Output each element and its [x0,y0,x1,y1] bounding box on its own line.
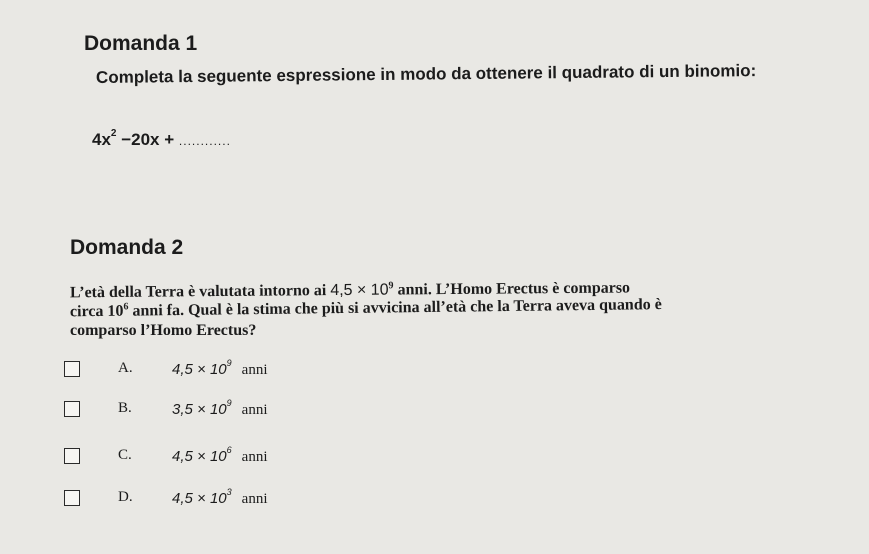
line-2-pre: circa [69,302,104,321]
expression-exponent: 2 [110,128,117,140]
option-c-value: $4,5 \times 10^6$ anni [172,445,268,465]
option-b-letter: B. [118,400,132,416]
option-a-checkbox[interactable] [64,361,80,377]
line-1-pre: L’età della Terra è valutata intorno ai [69,282,327,302]
line-1-post: anni. L’Homo Erectus è comparso [397,279,631,299]
option-d-checkbox[interactable] [64,490,80,506]
question-2-text-line-3: comparso l’Homo Erectus? [70,322,257,339]
option-a-letter: A. [118,360,133,376]
option-b-value: $3,5 \times 10^9$ anni [172,398,268,418]
line-1-math: 4,5 × 10 [330,281,389,300]
question-1-title: Domanda 1 [84,32,198,55]
line-2-exp: 6 [123,301,129,313]
line-2-post: anni fa. Qual è la stima che più si avvicina all’età che la Terra aveva quando è [132,296,662,320]
expression-coefficient: 4x [92,130,111,149]
option-c-checkbox[interactable] [64,448,80,464]
option-c-letter: C. [118,447,132,463]
question-1-prompt: Completa la seguente espressione in modo da ottenere il quadrato di un binomio: [95,61,757,87]
line-2-math: 10 [107,302,124,320]
question-1-expression [92,130,231,150]
answer-blank[interactable]: ............ [178,134,231,148]
option-d-letter: D. [118,489,133,505]
option-d-value: $4,5 \times 10^3$ anni [172,487,268,507]
option-a-value: $4,5 \times 10^9$ anni [172,358,268,378]
line-1-exp: 9 [388,280,394,292]
question-2-title: Domanda 2 [70,236,184,259]
expression-rest: −20x + [121,130,175,149]
option-b-checkbox[interactable] [64,401,80,417]
